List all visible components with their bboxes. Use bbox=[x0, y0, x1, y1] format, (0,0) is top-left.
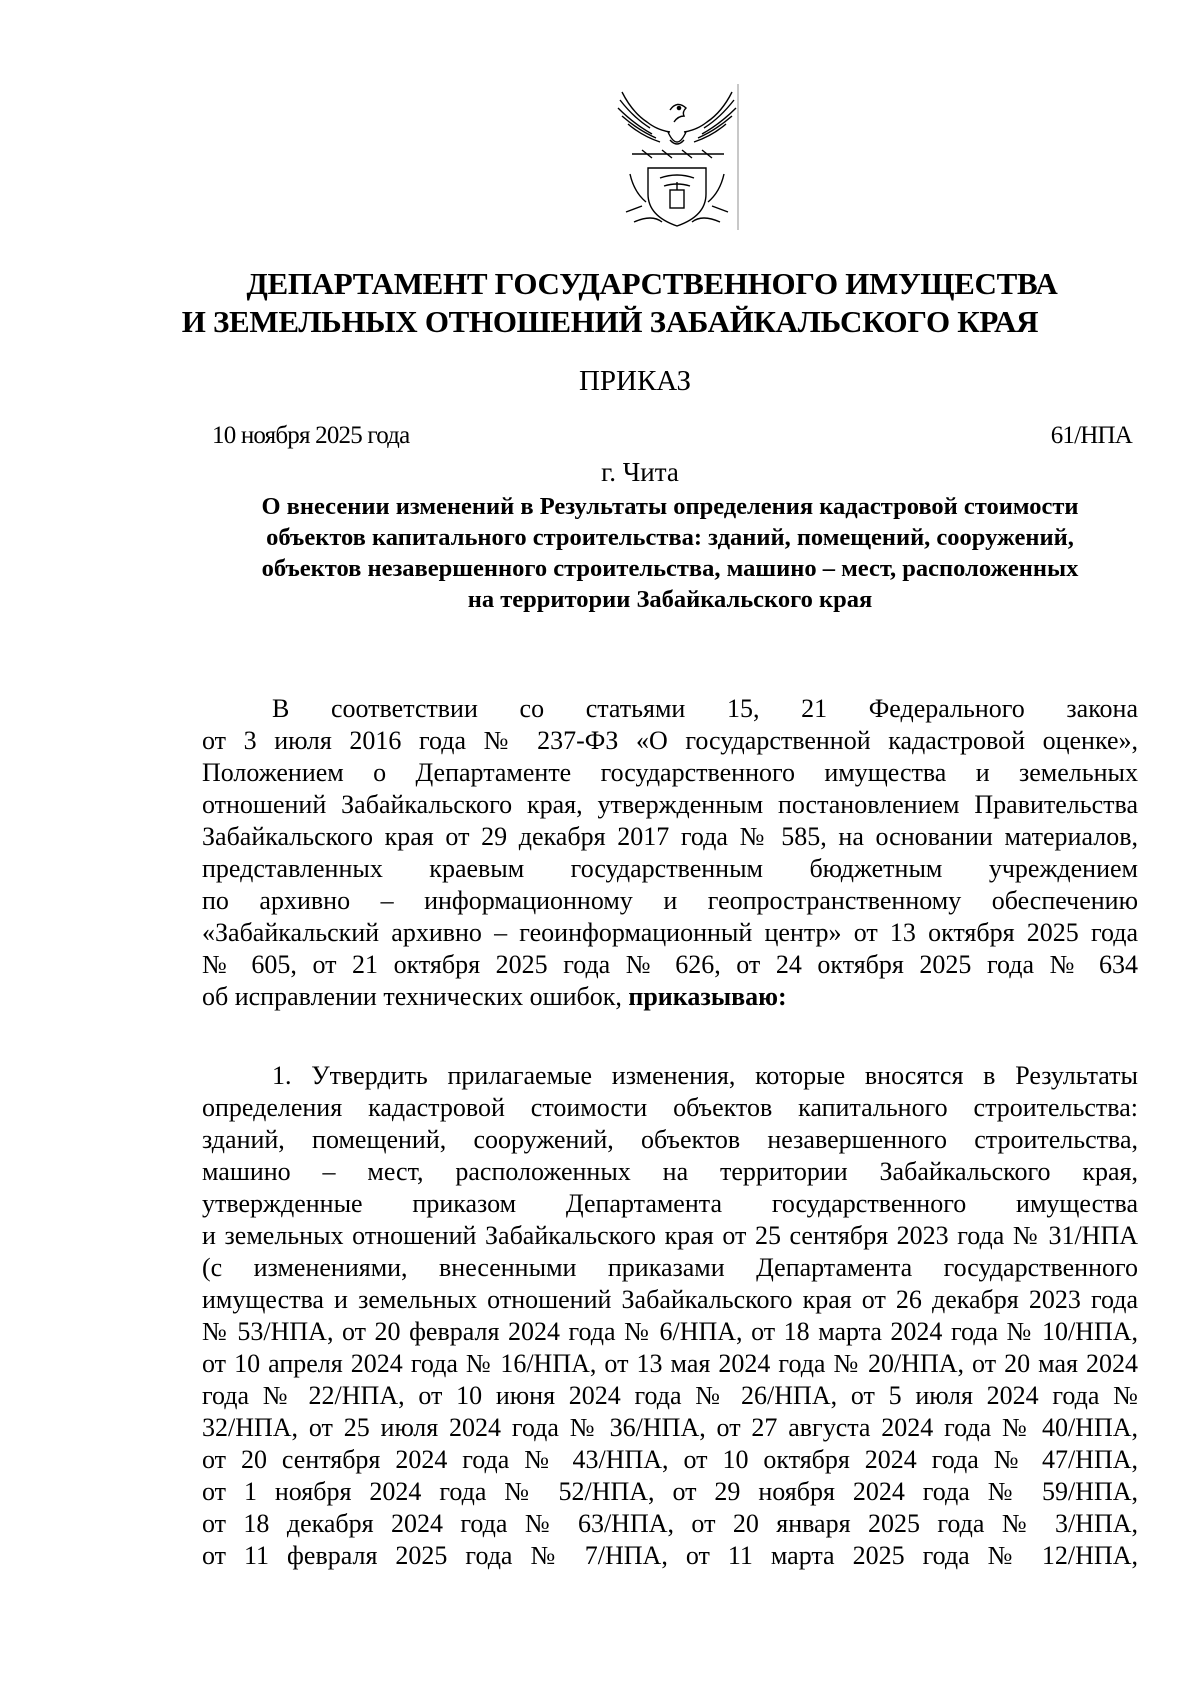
text-line: зданий, помещений, сооружений, объектов незавершенного строительства, bbox=[202, 1125, 1138, 1154]
text-line: от 11 февраля 2025 года № 7/НПА, от 11 марта 2025 года № 12/НПА, bbox=[202, 1541, 1138, 1570]
text-line: по архивно – информационному и геопространственному обеспечению bbox=[202, 886, 1138, 915]
title-line: О внесении изменений в Результаты определения кадастровой стоимости bbox=[261, 493, 1079, 520]
document-city: г. Чита bbox=[601, 457, 679, 487]
department-name-line2: И ЗЕМЕЛЬНЫХ ОТНОШЕНИЙ ЗАБАЙКАЛЬСКОГО КРАЯ bbox=[181, 304, 1039, 339]
text-line: № 605, от 21 октября 2025 года № 626, от 24 октября 2025 года № 634 bbox=[202, 950, 1138, 979]
text-line: 1. Утвердить прилагаемые изменения, которые вносятся в Результаты bbox=[272, 1061, 1138, 1090]
text-line: отношений Забайкальского края, утвержденным постановлением Правительства bbox=[202, 790, 1138, 819]
department-name-line1: ДЕПАРТАМЕНТ ГОСУДАРСТВЕННОГО ИМУЩЕСТВА bbox=[246, 266, 1058, 301]
text-line: В соответствии со статьями 15, 21 Федерального закона bbox=[272, 694, 1138, 723]
document-date: 10 ноября 2025 года bbox=[212, 422, 410, 449]
text-line: представленных краевым государственным бюджетным учреждением bbox=[202, 854, 1138, 883]
clause-1-paragraph bbox=[202, 1060, 1138, 1572]
text-line bbox=[202, 981, 1138, 1013]
title-line: на территории Забайкальского края bbox=[467, 586, 873, 613]
text-line: имущества и земельных отношений Забайкальского края от 26 декабря 2023 года bbox=[202, 1285, 1138, 1314]
text-line: от 1 ноября 2024 года № 52/НПА, от 29 ноября 2024 года № 59/НПА, bbox=[202, 1477, 1138, 1506]
department-name bbox=[0, 265, 1200, 341]
title-line: объектов незавершенного строительства, машино – мест, расположенных bbox=[261, 555, 1079, 582]
title-line: объектов капитального строительства: зданий, помещений, сооружений, bbox=[266, 524, 1074, 551]
text-line: «Забайкальский архивно – геоинформационный центр» от 13 октября 2025 года bbox=[202, 918, 1138, 947]
zabaykalsky-krai-coat-of-arms-icon bbox=[612, 82, 742, 232]
text-line: 32/НПА, от 25 июля 2024 года № 36/НПА, от 27 августа 2024 года № 40/НПА, bbox=[202, 1413, 1138, 1442]
text-line: года № 22/НПА, от 10 июня 2024 года № 26/НПА, от 5 июля 2024 года № bbox=[202, 1381, 1138, 1410]
document-title bbox=[200, 491, 1140, 615]
text-line: от 3 июля 2016 года № 237-ФЗ «О государственной кадастровой оценке», bbox=[202, 726, 1138, 755]
text-line: утвержденные приказом Департамента государственного имущества bbox=[202, 1189, 1138, 1218]
text-line: определения кадастровой стоимости объектов капитального строительства: bbox=[202, 1093, 1138, 1122]
text-line: Положением о Департаменте государственного имущества и земельных bbox=[202, 758, 1138, 787]
preamble-paragraph bbox=[202, 693, 1138, 1013]
text-line: машино – мест, расположенных на территории Забайкальского края, bbox=[202, 1157, 1138, 1186]
text-line: от 10 апреля 2024 года № 16/НПА, от 13 мая 2024 года № 20/НПА, от 20 мая 2024 bbox=[202, 1349, 1138, 1378]
text-line-regular: об исправлении технических ошибок, bbox=[202, 982, 629, 1011]
text-line: от 20 сентября 2024 года № 43/НПА, от 10 октября 2024 года № 47/НПА, bbox=[202, 1445, 1138, 1474]
order-keyword: приказываю: bbox=[628, 982, 787, 1011]
text-line: (с изменениями, внесенными приказами Департамента государственного bbox=[202, 1253, 1138, 1282]
text-line: от 18 декабря 2024 года № 63/НПА, от 20 января 2025 года № 3/НПА, bbox=[202, 1509, 1138, 1538]
text-line: Забайкальского края от 29 декабря 2017 года № 585, на основании материалов, bbox=[202, 822, 1138, 851]
text-line: и земельных отношений Забайкальского края от 25 сентября 2023 года № 31/НПА bbox=[202, 1221, 1138, 1250]
text-line: № 53/НПА, от 20 февраля 2024 года № 6/НПА, от 18 марта 2024 года № 10/НПА, bbox=[202, 1317, 1138, 1346]
document-type: ПРИКАЗ bbox=[578, 365, 692, 397]
document-number: 61/НПА bbox=[1050, 422, 1132, 449]
